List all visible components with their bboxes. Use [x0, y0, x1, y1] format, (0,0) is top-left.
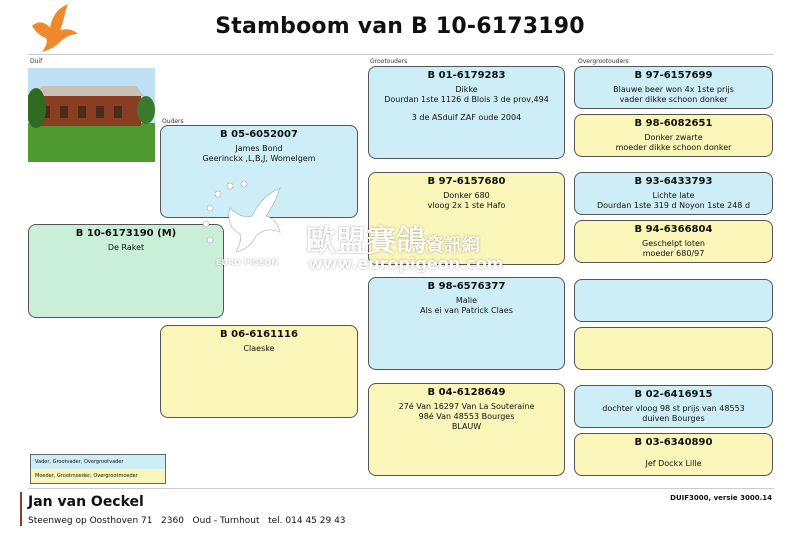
great-grandparent-line: Jef Dockx Lille [645, 458, 702, 468]
great-grandparent-ring: B 02-6416915 [634, 389, 713, 400]
great-grandparent-line: Donker zwarte [644, 132, 703, 142]
grandparent-ring: B 97-6157680 [427, 176, 506, 187]
owner-name: Jan van Oeckel [28, 494, 144, 510]
great-grandparent-ring: B 94-6366804 [634, 224, 713, 235]
label-ouders: Ouders [162, 118, 184, 125]
grandparent-ring: B 04-6128649 [427, 387, 506, 398]
great-grandparent-ring: B 93-6433793 [634, 176, 713, 187]
watermark-dove-icon [200, 178, 300, 268]
great-grandparent-ring: B 03-6340890 [634, 437, 713, 448]
title-divider [28, 54, 774, 55]
subject-ring: B 10-6173190 (M) [75, 228, 177, 239]
label-grootouders: Grootouders [370, 58, 408, 65]
loft-photo [28, 68, 155, 162]
great-grandparent-box[interactable] [574, 172, 773, 215]
great-grandparent-line: Geschelpt loten [642, 238, 705, 248]
father-line: Geerinckx ,L,B,J, Womelgem [202, 153, 316, 163]
legend-female: Moeder, Grootmoeder, Overgrootmoeder [31, 469, 165, 483]
grandparent-line: BLAUW [451, 421, 482, 431]
great-grandparent-line: moeder dikke schoon donker [615, 142, 732, 152]
watermark-brand: EURO PIGEON [216, 258, 279, 267]
software-version: DUIF3000, versie 3000.14 [670, 494, 772, 502]
subject-box[interactable] [28, 224, 224, 318]
father-ring: B 05-6052007 [220, 129, 298, 140]
father-line: James Bond [235, 143, 283, 153]
legend [30, 454, 166, 484]
grandparent-line: Dourdan 1ste 1126 d Blois 3 de prov,494 [384, 94, 549, 104]
great-grandparent-line: duiven Bourges [642, 413, 705, 423]
great-grandparent-line: vader dikke schoon donker [619, 94, 728, 104]
grandparent-line: vloog 2x 1 ste Hafo [427, 200, 506, 210]
great-grandparent-line: Lichte late [652, 190, 695, 200]
great-grandparent-line: dochter vloog 98 st prijs van 48553 [602, 403, 745, 413]
great-grandparent-box[interactable] [574, 66, 773, 109]
grandparent-ring: B 98-6576377 [427, 281, 506, 292]
mother-ring: B 06-6161116 [220, 329, 298, 340]
great-grandparent-box-empty[interactable] [574, 279, 773, 322]
great-grandparent-box[interactable] [574, 220, 773, 263]
grandparent-line: 98é Van 48553 Bourges [418, 411, 515, 421]
owner-address: Steenweg op Oosthoven 71 2360 Oud - Turnhout tel. 014 45 29 43 [28, 516, 346, 526]
great-grandparent-line: Dourdan 1ste 319 d Noyon 1ste 248 d [596, 200, 751, 210]
grandparent-line: Donker 680 [443, 190, 490, 200]
grandparent-box[interactable] [368, 277, 565, 370]
label-duif: Duif [30, 58, 43, 65]
great-grandparent-box-empty[interactable] [574, 327, 773, 370]
great-grandparent-box[interactable] [574, 385, 773, 428]
watermark-chinese-main: 歐盟賽鴿 [306, 224, 426, 259]
grandparent-line: 27é Van 16297 Van La Souteraine [398, 401, 535, 411]
great-grandparent-box[interactable] [574, 114, 773, 157]
grandparent-ring: B 01-6179283 [427, 70, 506, 81]
great-grandparent-line: Blauwe beer won 4x 1ste prijs [613, 84, 734, 94]
great-grandparent-box[interactable] [574, 433, 773, 476]
grandparent-box[interactable] [368, 383, 565, 476]
subject-line: De Raket [107, 242, 145, 252]
watermark-url: www.europigeon.com [308, 254, 504, 273]
legend-male: Vader, Grootvader, Overgrootvader [31, 455, 165, 469]
great-grandparent-ring: B 98-6082651 [634, 118, 713, 129]
mother-line: Claeske [243, 343, 275, 353]
grandparent-box[interactable] [368, 66, 565, 159]
grandparent-line [369, 105, 564, 113]
footer-divider [28, 488, 774, 489]
mother-box[interactable] [160, 325, 358, 418]
grandparent-line: Dikke [455, 84, 478, 94]
grandparent-line: Malie [455, 295, 478, 305]
footer-accent [20, 492, 22, 526]
great-grandparent-ring: B 97-6157699 [634, 70, 713, 81]
page-title: Stamboom van B 10-6173190 [215, 14, 585, 39]
grandparent-line: 3 de ASduif ZAF oude 2004 [411, 112, 522, 122]
watermark-chinese-sub: 資訊網 [426, 235, 480, 256]
great-grandparent-line: moeder 680/97 [642, 248, 705, 258]
label-overgrootouders: Overgrootouders [578, 58, 629, 65]
grandparent-line: Als ei van Patrick Claes [420, 305, 513, 315]
great-grandparent-line [575, 452, 772, 459]
